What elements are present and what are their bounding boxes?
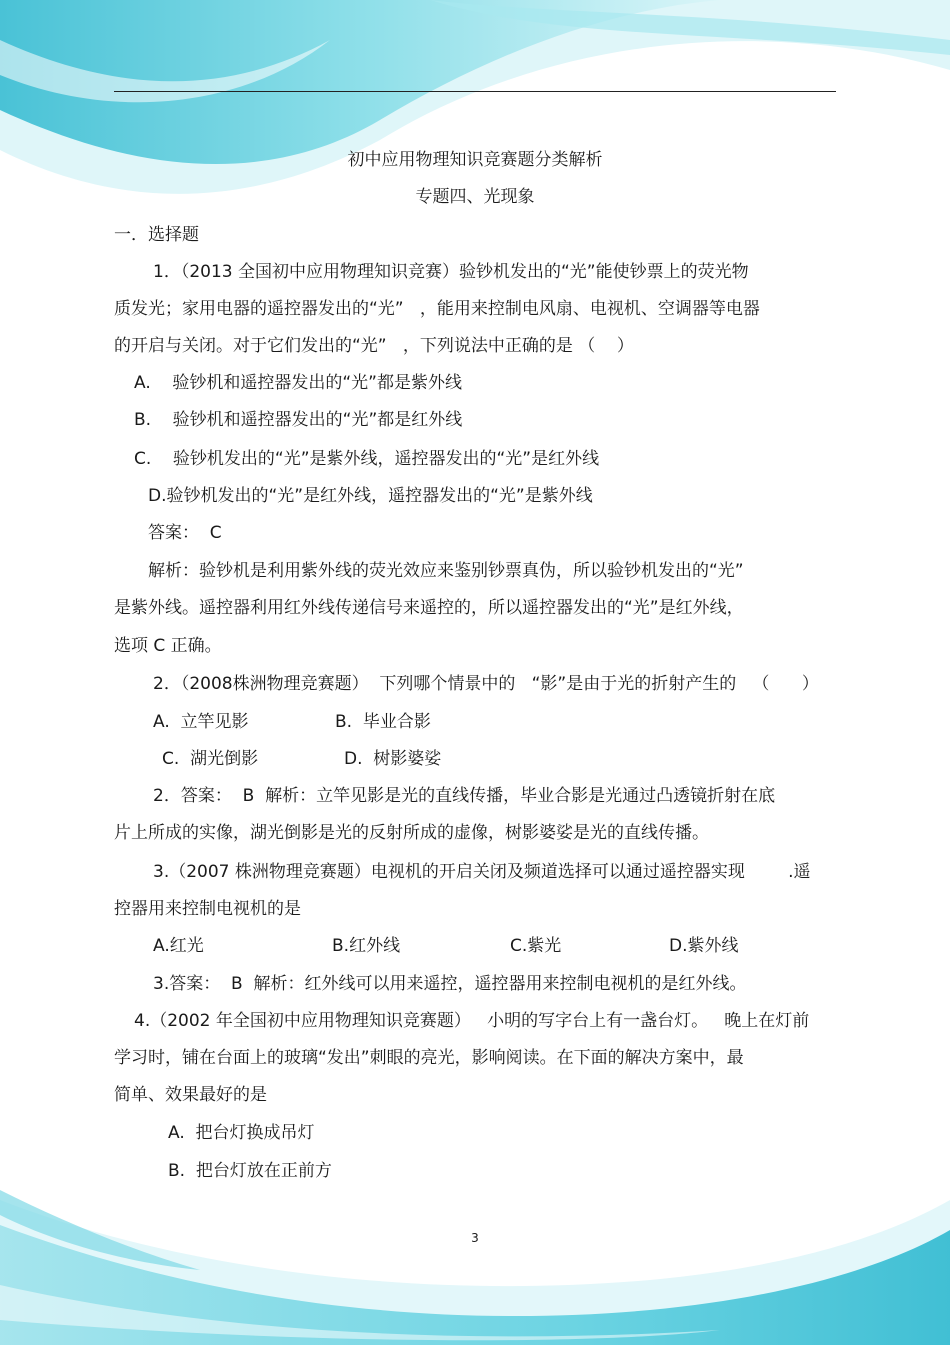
q3-option-b: B.红外线	[332, 936, 401, 956]
q1-option-d: D.验钞机发出的“光”是红外线，遥控器发出的“光”是紫外线	[148, 486, 593, 506]
page-title: 初中应用物理知识竞赛题分类解析	[347, 150, 603, 170]
q1-option-a: A. 验钞机和遥控器发出的“光”都是紫外线	[134, 373, 462, 393]
q3-line-1: 3.（2007 株洲物理竞赛题）电视机的开启关闭及频道选择可以通过遥控器实现 .遥	[153, 862, 811, 882]
q1-analysis-3: 选项 C 正确。	[114, 636, 222, 656]
q3-option-d: D.紫外线	[669, 936, 739, 956]
q3-option-c: C.紫光	[510, 936, 562, 956]
page-subtitle: 专题四、光现象	[415, 187, 535, 207]
q4-line-3: 简单、效果最好的是	[114, 1085, 267, 1105]
header-rule	[114, 91, 836, 92]
q1-line-3: 的开启与关闭。对于它们发出的“光” ，下列说法中正确的是 （ ）	[114, 336, 634, 356]
q2-option-c: C. 湖光倒影	[162, 749, 259, 769]
q4-option-b: B. 把台灯放在正前方	[168, 1161, 332, 1181]
page-number: 3	[471, 1231, 479, 1245]
q1-option-c: C. 验钞机发出的“光”是紫外线，遥控器发出的“光”是红外线	[134, 449, 600, 469]
q2-option-d: D. 树影婆娑	[344, 749, 442, 769]
section-heading: 一．选择题	[114, 225, 199, 245]
q1-analysis-1: 解析：验钞机是利用紫外线的荧光效应来鉴别钞票真伪，所以验钞机发出的“光”	[148, 561, 744, 581]
q2-line-1: 2．（2008株洲物理竞赛题） 下列哪个情景中的 “影”是由于光的折射产生的 （ ）	[153, 674, 819, 694]
q2-option-a: A. 立竿见影	[153, 712, 249, 732]
q4-line-2: 学习时，铺在台面上的玻璃“发出”刺眼的亮光，影响阅读。在下面的解决方案中，最	[114, 1048, 744, 1068]
q3-line-2: 控器用来控制电视机的是	[114, 899, 301, 919]
q1-line-1: 1．（2013 全国初中应用物理知识竞赛）验钞机发出的“光”能使钞票上的荧光物	[153, 262, 749, 282]
q2-answer-2: 片上所成的实像，湖光倒影是光的反射所成的虚像，树影婆娑是光的直线传播。	[114, 823, 709, 843]
q4-line-1: 4.（2002 年全国初中应用物理知识竞赛题） 小明的写字台上有一盏台灯。 晚上在灯前	[134, 1011, 810, 1031]
q1-answer: 答案： C	[148, 523, 222, 543]
q2-option-b: B. 毕业合影	[335, 712, 431, 732]
q3-option-a: A.红光	[153, 936, 204, 956]
q1-line-2: 质发光；家用电器的遥控器发出的“光” ，能用来控制电风扇、电视机、空调器等电器	[114, 299, 760, 319]
q1-option-b: B. 验钞机和遥控器发出的“光”都是红外线	[134, 410, 463, 430]
q2-answer-1: 2．答案： B 解析：立竿见影是光的直线传播，毕业合影是光通过凸透镜折射在底	[153, 786, 776, 806]
q1-analysis-2: 是紫外线。遥控器利用红外线传递信号来遥控的，所以遥控器发出的“光”是红外线，	[114, 598, 744, 618]
q4-option-a: A. 把台灯换成吊灯	[168, 1123, 315, 1143]
q3-answer: 3.答案： B 解析：红外线可以用来遥控，遥控器用来控制电视机的是红外线。	[153, 974, 747, 994]
